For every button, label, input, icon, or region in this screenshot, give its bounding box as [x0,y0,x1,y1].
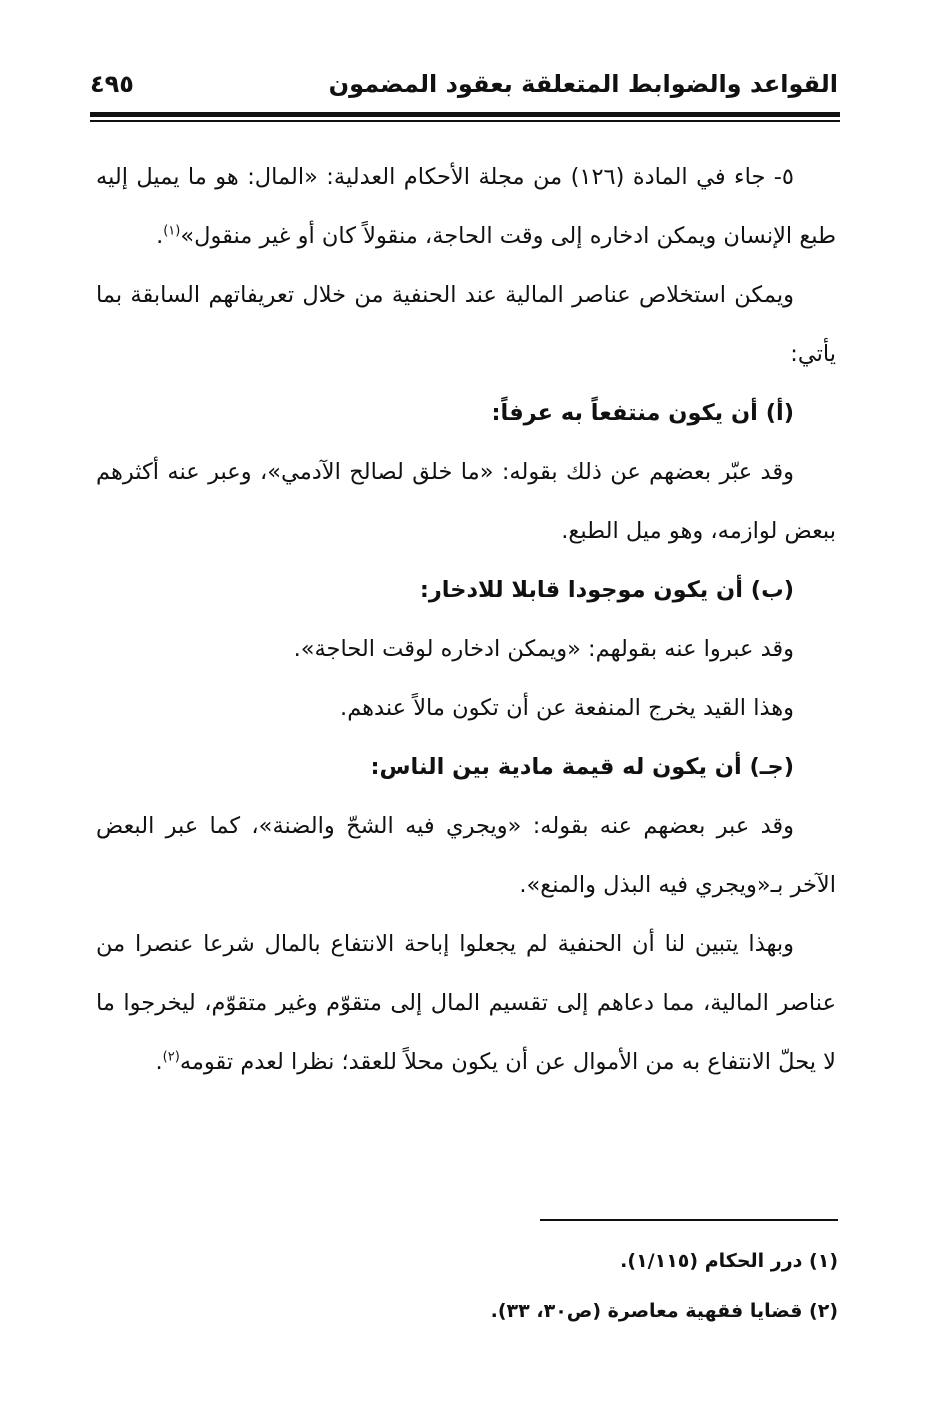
paragraph-text: ٥- جاء في المادة (١٢٦) من مجلة الأحكام العدلية: «المال: هو ما يميل إليه طبع الإنسان ويمكن ادخاره إلى وقت الحاجة، منقولاً كان أو غير منقول» [96,164,836,249]
paragraph-b-note: وهذا القيد يخرج المنفعة عن أن تكون مالاً عندهم. [340,695,794,721]
footnote-ref-1[interactable]: (١) [163,223,181,239]
footnote-1: (١) درر الحكام (١/١١٥). [620,1250,838,1272]
paragraph-end: . [155,1049,163,1075]
footnote-2: (٢) قضايا فقهية معاصرة (ص٣٠، ٣٣). [490,1300,838,1322]
header-rule-thin [90,120,840,122]
paragraph-b-explanation: وقد عبروا عنه بقولهم: «ويمكن ادخاره لوقت الحاجة». [293,636,794,662]
paragraph-end: . [156,223,164,249]
footnote-separator [540,1219,838,1221]
main-text [96,148,836,1092]
header-title: القواعد والضوابط المتعلقة بعقود المضمون [328,70,838,98]
paragraph-elements-intro: ويمكن استخلاص عناصر المالية عند الحنفية من خلال تعريفاتهم السابقة بما يأتي: [96,282,836,367]
paragraph-conclusion [96,915,836,1092]
paragraph-definition [96,148,836,266]
subheading-c: (جـ) أن يكون له قيمة مادية بين الناس: [370,754,794,780]
footnote-ref-2[interactable]: (٢) [162,1049,180,1065]
paragraph-text: وبهذا يتبين لنا أن الحنفية لم يجعلوا إباحة الانتفاع بالمال شرعا عنصرا من عناصر المالية، مما دعاهم إلى تقسيم المال إلى متقوّم وغير متقوّم، ليخرجوا ما لا يحلّ الانتفاع به من الأموال عن أن يكون محلاً للعقد؛ نظرا لعدم تقومه [96,931,836,1075]
subheading-b: (ب) أن يكون موجودا قابلا للادخار: [419,577,794,603]
footnotes [238,1236,838,1336]
paragraph-c-explanation: وقد عبر بعضهم عنه بقوله: «ويجري فيه الشحّ والضنة»، كما عبر البعض الآخر بـ«ويجري فيه البذل والمنع». [96,813,836,898]
page-number: ٤٩٥ [90,70,134,98]
running-header [90,62,838,110]
paragraph-a-explanation: وقد عبّر بعضهم عن ذلك بقوله: «ما خلق لصالح الآدمي»، وعبر عنه أكثرهم ببعض لوازمه، وهو ميل الطبع. [96,459,836,544]
subheading-a: (أ) أن يكون منتفعاً به عرفاً: [491,400,794,426]
header-rule [90,112,840,117]
